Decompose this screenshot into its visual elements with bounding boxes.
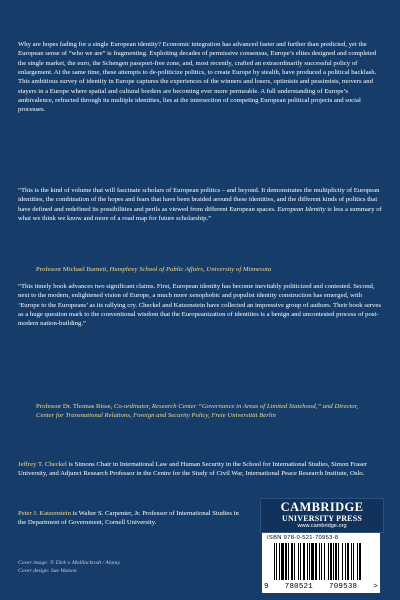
barcode-stripe: [307, 543, 308, 580]
barcode-digit-prefix: 9: [264, 583, 269, 591]
barcode-stripe: [338, 543, 339, 580]
author-bio-1: [18, 460, 384, 479]
publisher-name: CAMBRIDGE: [280, 500, 364, 514]
quote-1-text-start: “This is the kind of volume that will fascinate scholars of European politics – and beyond. It demonstrates the multiplicity of European identities, the combination of the hopes and fears that have been braided around these identities, and the different kinds of politics that have defined and redefined its possibilities and perils as viewed from different European spaces.: [18, 187, 380, 213]
barcode-digit-group-1: 780521: [284, 583, 313, 591]
barcode: [262, 533, 380, 593]
barcode-stripe: [330, 543, 332, 580]
cover-design-credit: Cover design: Sue Watson: [18, 568, 77, 575]
author-2-name: Peter J. Katzenstein: [18, 510, 71, 517]
barcode-stripe: [324, 543, 325, 580]
author-1-bio: is Simons Chair in International Law and Human Security in the School for International Studies, Simon Fraser University, and Adjunct Research Professor in the Centre for the Study of Civil War, International Peace Research Institute, Oslo.: [18, 461, 367, 478]
barcode-stripe: [359, 543, 361, 580]
barcode-stripe: [281, 543, 284, 580]
publisher-logo: [260, 498, 384, 533]
barcode-stripe: [333, 543, 334, 580]
barcode-digits: [264, 583, 378, 591]
barcode-stripe: [353, 543, 354, 580]
author-bio-2: [18, 509, 243, 528]
barcode-stripe: [276, 543, 277, 580]
barcode-stripe: [279, 543, 280, 580]
barcode-stripe: [319, 543, 320, 580]
barcode-stripe: [357, 543, 358, 580]
barcode-stripe: [311, 543, 314, 580]
reviewer-1-name: Professor Michael Barnett,: [36, 266, 108, 273]
barcode-stripe: [342, 543, 343, 580]
barcode-stripe: [328, 543, 329, 580]
author-1-name: Jeffrey T. Checkel: [18, 461, 67, 468]
publisher-website: www.cambridge.org: [297, 523, 347, 529]
barcode-stripe: [347, 543, 349, 580]
barcode-stripe: [294, 543, 295, 580]
review-quote-1: [18, 186, 384, 223]
barcode-stripe: [274, 543, 275, 580]
barcode-stripe: [291, 543, 293, 580]
barcode-stripe: [303, 543, 305, 580]
barcode-stripe: [335, 543, 337, 580]
reviewer-2-name: Professor Dr. Thomas Risse,: [36, 403, 113, 410]
barcode-stripe: [345, 543, 346, 580]
barcode-stripe: [285, 543, 287, 580]
barcode-stripe: [315, 543, 317, 580]
quote-1-text-end: is less a summary of what we think we know and more of a road map for future scholarship.”: [18, 205, 382, 223]
reviewer-1-role: Humphrey School of Public Affairs, University of Minnesota: [109, 266, 272, 273]
review-attribution-2: [36, 402, 376, 421]
cover-credits: [18, 559, 218, 575]
barcode-stripe: [300, 543, 301, 580]
barcode-digit-marker: >: [373, 583, 378, 591]
barcode-bars: [274, 543, 370, 580]
book-blurb: Why are hopes fading for a single European identity? Economic integration has advanced faster and further than predicted, yet the European sense of “who we are” is fragmenting. Exploiting decades of permissive consensus, Europe’s elites designed and completed the single market, the euro, the Schengen passport-free zone, and, most recently, crafted an extraordinarily successful policy of enlargement. At the same time, these attempts to de-politicize politics, to create Europe by stealth, have produced a political backlash. This ambitious survey of identity in Europe captures the experiences of the winners and losers, optimists and pessimists, movers and stayers in a Europe where spatial and cultural borders are becoming ever more permeable. A full understanding of Europe’s ambivalence, refracted through its multiple identities, lies at the intersection of competing European political projects and social processes.: [18, 41, 377, 114]
review-quote-2: “This timely book advances two significant claims. First, European identity has become inevitably politicized and contested. Second, next to the modern, enlightened vision of Europe, a much more xenophobic and populist identity construction has emerged, with ‘Europe to the Europeans’ as its rallying cry. Checkel and Katzenstein have collected an impressive group of authors. Their book serves as a huge question mark to the conventional wisdom that the Europeanization of identities is a benign and uncontested process of post-modern nation-building.”: [18, 283, 381, 328]
quote-1-book-title: European Identity: [277, 205, 326, 213]
barcode-stripe: [298, 543, 299, 580]
barcode-stripe: [351, 543, 352, 580]
reviewer-2-role: Co-ordinator, Research Center “Governance in Areas of Limited Statehood,” and Director, Center for Transnational Relations, Foreign and Security Policy, Freie Universität Berlin: [36, 403, 359, 420]
barcode-digit-group-2: 709538: [329, 583, 358, 591]
isbn-label: ISBN 978-0-521-70953-8: [267, 535, 339, 541]
author-2-bio: is Walter S. Carpenter, Jr. Professor of International Studies in the Department of Government, Cornell University.: [18, 510, 239, 527]
publisher-subname: UNIVERSITY PRESS: [281, 514, 363, 523]
barcode-stripe: [321, 543, 322, 580]
barcode-stripe: [288, 543, 289, 580]
cover-image-credit: Cover image: © Dirk v. Mallinckrodt / Alamy.: [18, 560, 121, 566]
barcode-stripe: [309, 543, 310, 580]
review-attribution-1: [36, 265, 376, 274]
